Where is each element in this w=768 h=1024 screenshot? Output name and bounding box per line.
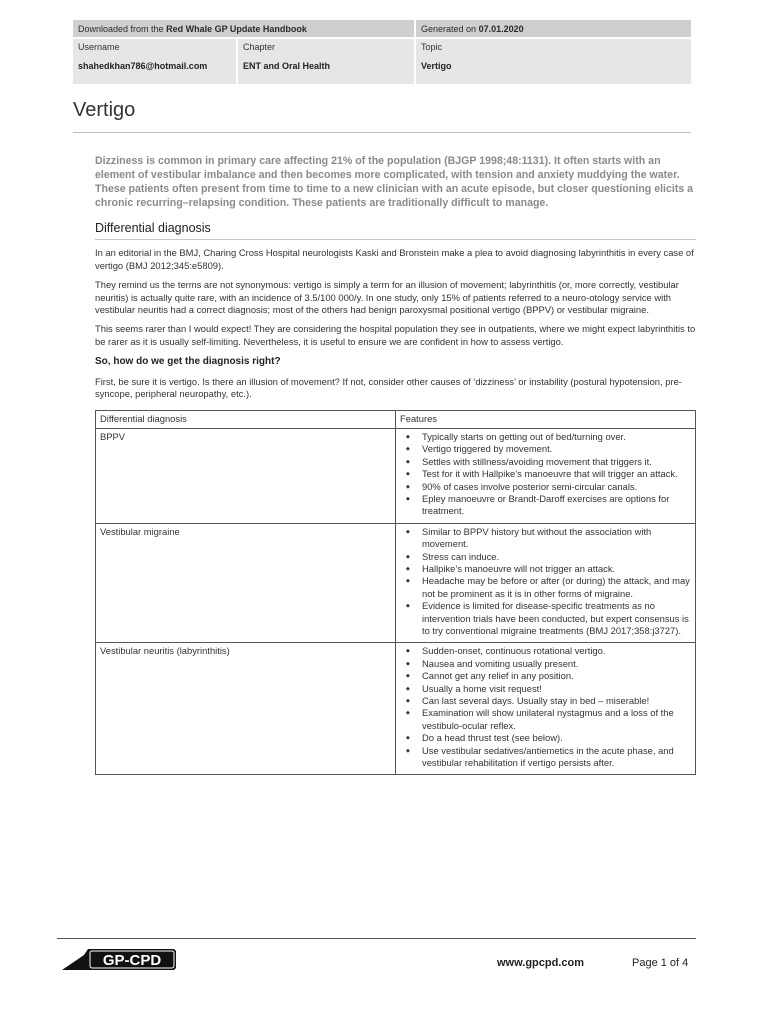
chapter-cell	[238, 39, 414, 84]
username-label: Username	[78, 42, 120, 52]
download-prefix: Downloaded from the	[78, 23, 164, 34]
feature-item: ◆ Cannot get any relief in any position.	[422, 670, 691, 682]
table-body	[96, 428, 696, 775]
feature-item: ◆ Similar to BPPV history but without the association with movement.	[422, 526, 691, 551]
diagnosis-cell: Vestibular migraine	[96, 523, 396, 643]
feature-item: ◆ Can last several days. Usually stay in bed – miserable!	[422, 695, 691, 707]
feature-item: ◆ Do a head thrust test (see below).	[422, 732, 691, 744]
features-cell	[396, 643, 696, 775]
subheading: So, how do we get the diagnosis right?	[95, 356, 281, 368]
website-link[interactable]: www.gpcpd.com	[497, 957, 584, 969]
metadata-bottom-row	[73, 39, 691, 84]
differential-diagnosis-table	[95, 410, 696, 775]
feature-item: ◆ Headache may be before or after (or during) the attack, and may not be prominent as it is in other forms of migraine.	[422, 575, 691, 600]
chapter-value: ENT and Oral Health	[243, 61, 331, 71]
metadata-top-row	[73, 20, 691, 37]
table-row	[96, 643, 696, 775]
body-paragraph: First, be sure it is vertigo. Is there an illusion of movement? If not, consider other causes of ‘dizziness’ or instability (postural hypotension, pre-syncope, peripheral neuropathy, etc.).	[95, 375, 682, 400]
gp-cpd-logo	[62, 949, 176, 970]
topic-cell	[416, 39, 691, 84]
logo-text: GP-CPD	[102, 952, 162, 969]
feature-item: ◆ Vertigo triggered by movement.	[422, 443, 691, 455]
body-paragraph: In an editorial in the BMJ, Charing Cross Hospital neurologists Kaski and Bronstein make a plea to avoid diagnosing labyrinthitis in every case of vertigo (BMJ 2012;345:e5809).	[95, 247, 694, 271]
page-title: Vertigo	[73, 99, 136, 121]
generated-date	[416, 20, 691, 37]
intro-paragraph: Dizziness is common in primary care affecting 21% of the population (BJGP 1998;48:1131). It often starts with an element of vestibular imbalance and then becomes more complicated, with tension and anxiety muddying the water. These patients often present from time to time to a new clinician with an acute episode, but closer questioning elicits a chronic recurring–relapsing condition. These patients are traditionally difficult to manage.	[95, 155, 694, 209]
features-list	[400, 526, 691, 641]
article-content	[95, 154, 696, 775]
section-heading: Differential diagnosis	[95, 222, 696, 240]
features-list	[400, 431, 691, 521]
diagnosis-cell: Vestibular neuritis (labyrinthitis)	[96, 643, 396, 775]
topic-value: Vertigo	[421, 61, 452, 71]
features-cell	[396, 523, 696, 643]
feature-item: ◆ Use vestibular sedatives/antiemetics in the acute phase, and vestibular rehabilitation if vertigo persists after.	[422, 745, 691, 770]
topic-label: Topic	[421, 42, 443, 52]
username-cell	[73, 39, 236, 84]
generated-date-value: 07.01.2020	[478, 23, 524, 34]
feature-item: ◆ Examination will show unilateral nystagmus and a loss of the vestibulo-ocular reflex.	[422, 707, 691, 732]
feature-item: ◆ Epley manoeuvre or Brandt-Daroff exercises are options for treatment.	[422, 493, 691, 518]
username-value: shahedkhan786@hotmail.com	[78, 61, 208, 71]
handbook-name: Red Whale GP Update Handbook	[166, 23, 307, 34]
feature-item: ◆ 90% of cases involve posterior semi-circular canals.	[422, 481, 691, 493]
feature-item: ◆ Sudden-onset, continuous rotational vertigo.	[422, 645, 691, 657]
feature-item: ◆ Hallpike’s manoeuvre will not trigger an attack.	[422, 563, 691, 575]
download-metadata	[73, 20, 691, 84]
generated-prefix: Generated on	[421, 23, 477, 34]
body-paragraph: They remind us the terms are not synonymous: vertigo is simply a term for an illusion of movement; labyrinthitis (or, more correctly, vestibular neuritis) is actually quite rare, with an incidence of 3.5/100 000/y. In one study, only 15% of patients referred to a neuro-otology service with vestibular neuritis had a correct diagnosis; most of the others had benign paroxysmal positional vertigo (BPPV) or vestibular migraine.	[95, 279, 679, 316]
feature-item: ◆ Usually a home visit request!	[422, 683, 691, 695]
table-row	[96, 523, 696, 643]
feature-item: ◆ Stress can induce.	[422, 551, 691, 563]
column-header-diagnosis: Differential diagnosis	[96, 411, 396, 428]
body-paragraph: This seems rarer than I would expect! They are considering the hospital population they see in outpatients, where we might expect labyrinthitis to be rarer as it is usually self-limiting. Nevertheless, it is useful to ensure we are confident in how to assess vertigo.	[95, 323, 696, 347]
title-divider	[73, 132, 691, 133]
chapter-label: Chapter	[243, 42, 276, 52]
feature-item: ◆ Typically starts on getting out of bed/turning over.	[422, 431, 691, 443]
download-source	[73, 20, 414, 37]
table-row	[96, 428, 696, 523]
feature-item: ◆ Settles with stillness/avoiding movement that triggers it.	[422, 456, 691, 468]
feature-item: ◆ Evidence is limited for disease-specific treatments as no intervention trials have been conducted, but expert consensus is to try conventional migraine treatments (BMJ 2017;358:j3727).	[422, 600, 691, 637]
page-number: Page 1 of 4	[632, 957, 689, 969]
table-header-row	[96, 411, 696, 428]
column-header-features: Features	[396, 411, 696, 428]
features-cell	[396, 428, 696, 523]
features-list	[400, 645, 691, 772]
feature-item: ◆ Nausea and vomiting usually present.	[422, 658, 691, 670]
footer-divider	[57, 938, 696, 939]
feature-item: ◆ Test for it with Hallpike’s manoeuvre that will trigger an attack.	[422, 468, 691, 480]
diagnosis-cell: BPPV	[96, 428, 396, 523]
